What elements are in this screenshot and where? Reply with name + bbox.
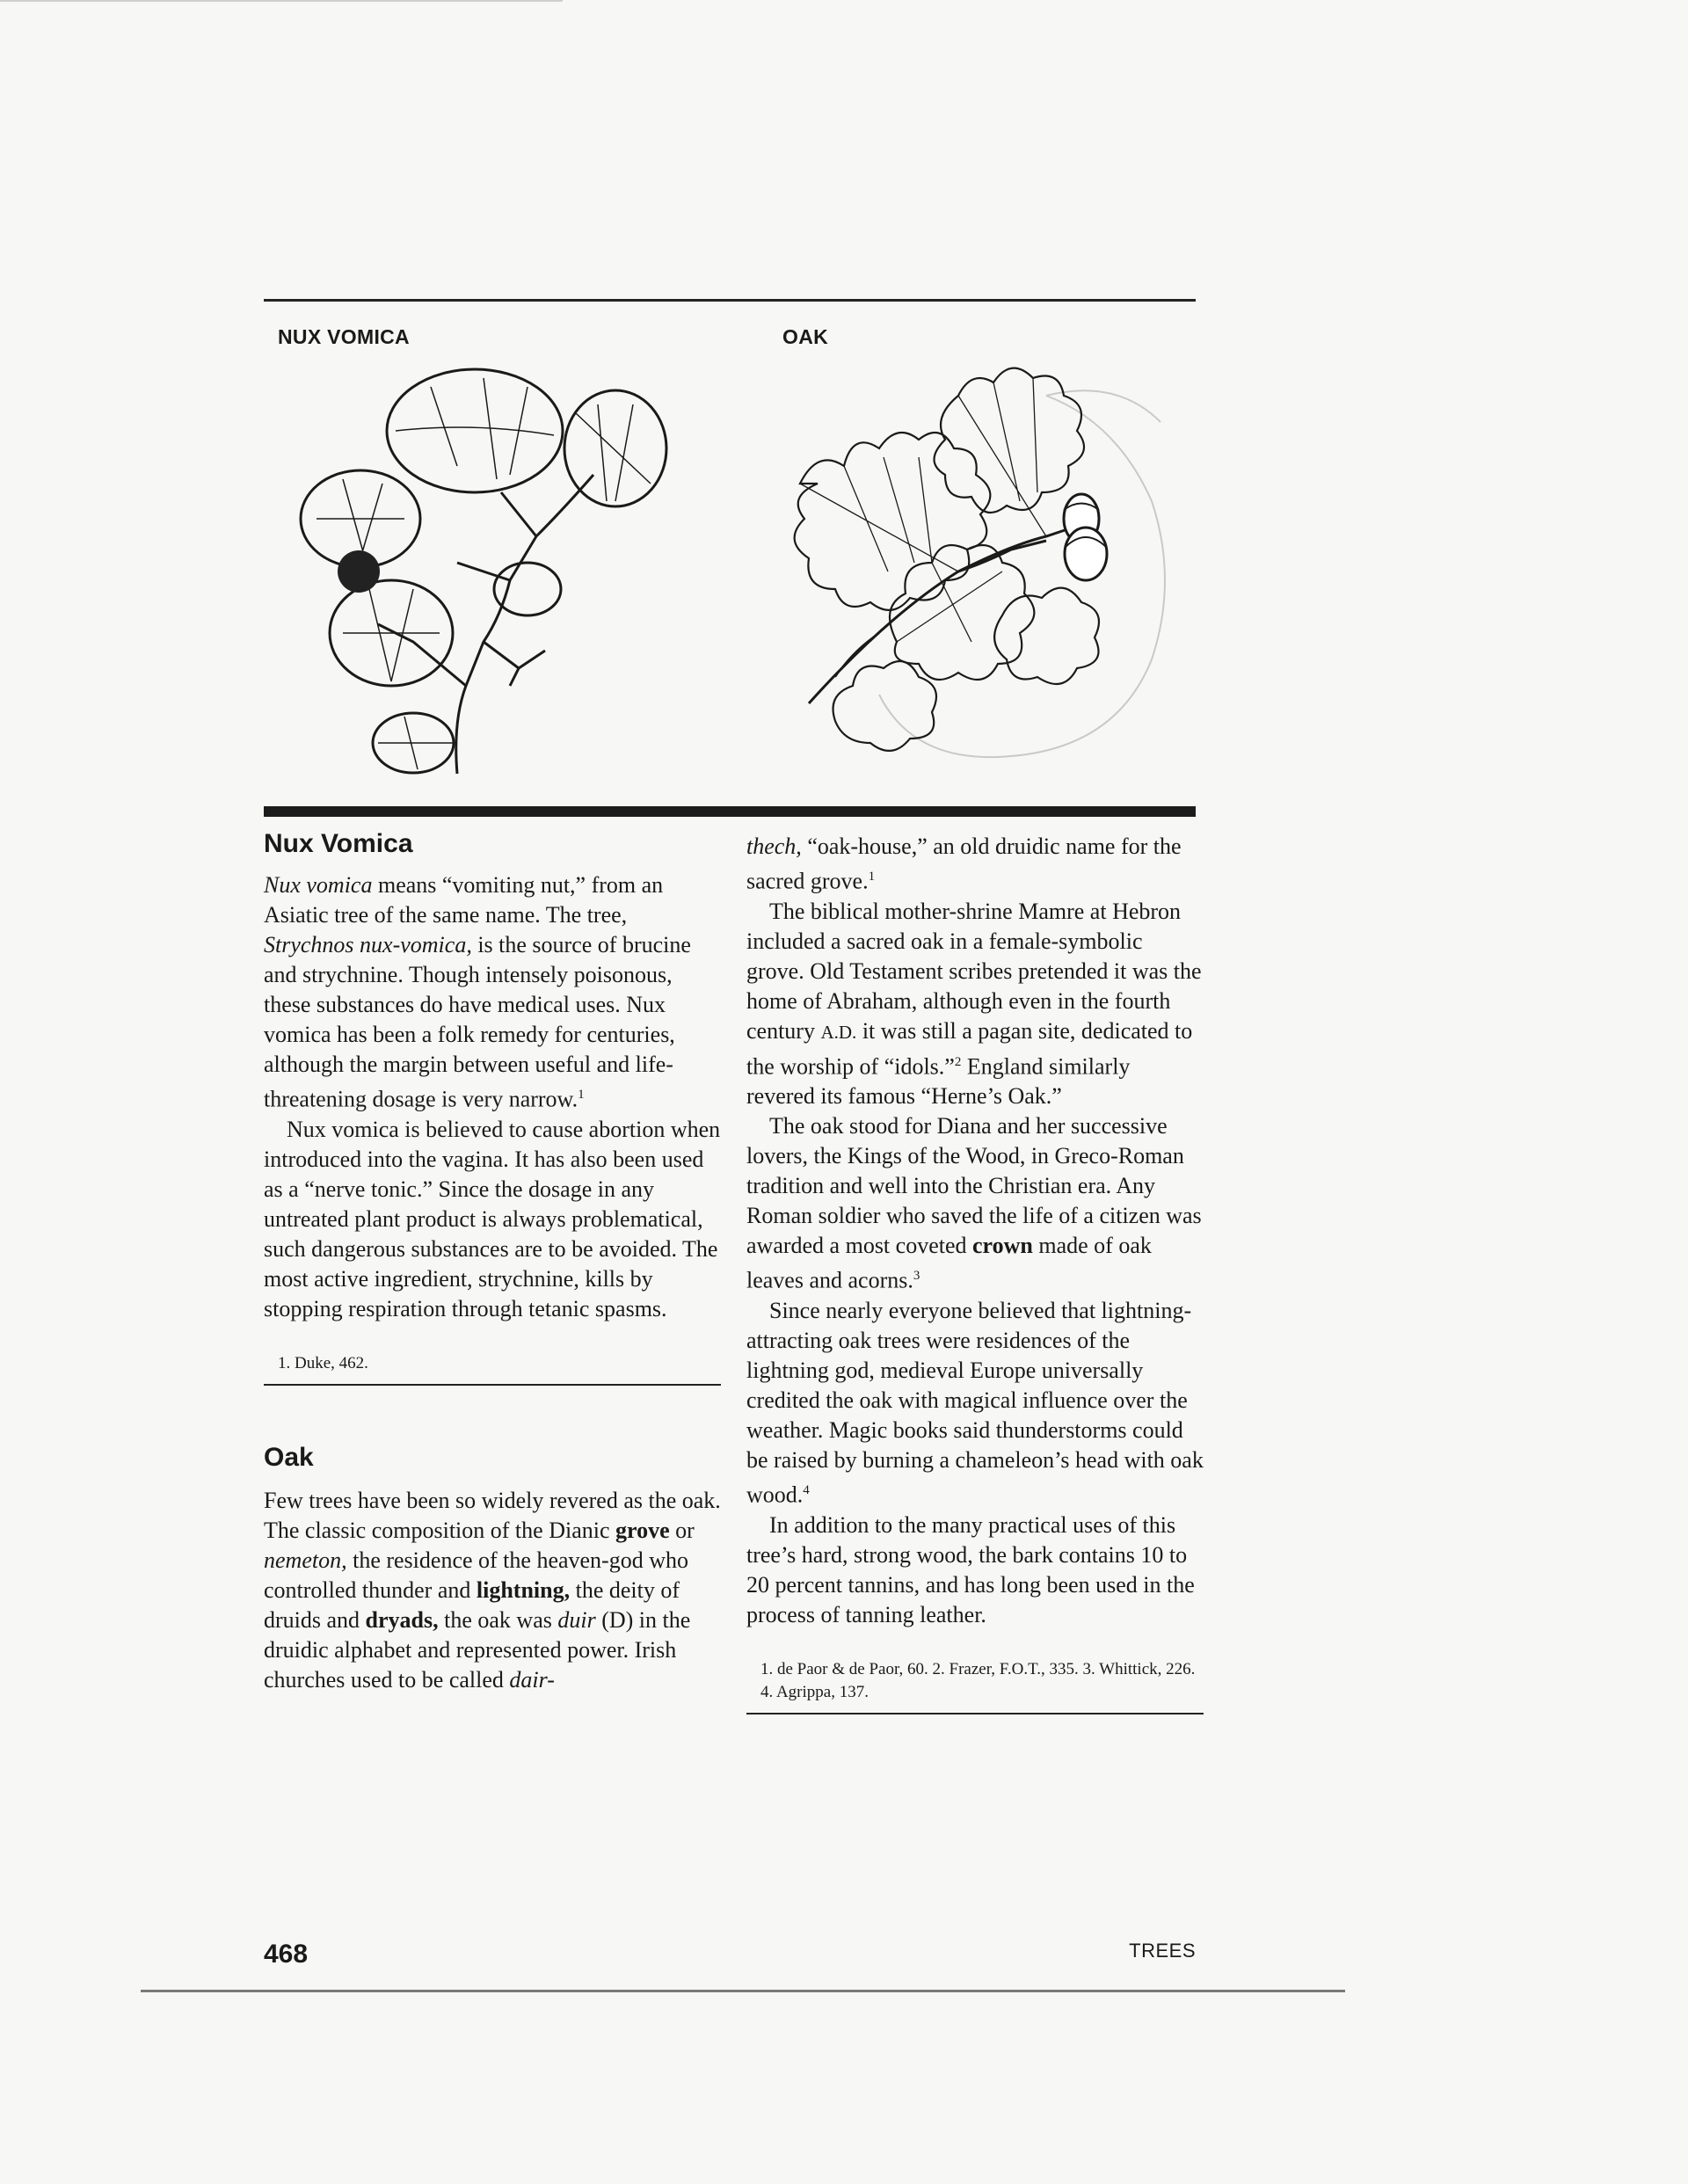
oak-paragraph-5: In addition to the many practical uses of this tree’s hard, strong wood, the bark contains 10 to 20 percent tannins, and has long been used in the process of tanning leather.: [746, 1511, 1195, 1627]
nux-vomica-heading: Nux Vomica: [264, 829, 413, 858]
scan-edge-top: [0, 0, 563, 2]
nux-vomica-paragraph-1: Nux vomica means “vomiting nut,” from an Asiatic tree of the same name. The tree, Strychnos nux-vomica, is the source of brucine and strychnine. Though intensely poisonous, these substances do have medical uses. Nux vomica has been a folk remedy for centuries, although the margin between useful and life-threatening dosage is very narrow.$^1$: [264, 872, 691, 1112]
nux-vomica-illustration: [281, 352, 668, 800]
oak-illustration: [782, 352, 1196, 791]
left-column: [264, 826, 721, 1695]
section-divider-rule: [264, 806, 1196, 817]
oak-paragraph-1: Few trees have been so widely revered as the oak. The classic composition of the Dianic grove or nemeton, the residence of the heaven-god who controlled thunder and lightning, the deity of druids and dryads, the oak was duir (D) in the druidic alphabet and represented power. Irish churches used to be called dair-: [264, 1487, 721, 1693]
nux-vomica-label: NUX VOMICA: [278, 325, 410, 348]
oak-notes: 1. de Paor & de Paor, 60. 2. Frazer, F.O.T., 335. 3. Whittick, 226. 4. Agrippa, 137.: [746, 1646, 1204, 1714]
oak-paragraph-1-continued: thech, “oak-house,” an old druidic name for the sacred grove.$^1$: [746, 834, 1182, 894]
oak-heading: Oak: [264, 1442, 314, 1472]
nux-vomica-paragraph-2: Nux vomica is believed to cause abortion when introduced into the vagina. It has also been used as a “nerve tonic.” Since the dosage in any untreated plant product is always problematical, such dangerous substances are to be avoided. The most active ingredient, strychnine, kills by stopping respiration through tetanic spasms.: [264, 1116, 721, 1321]
book-page: [264, 299, 1204, 1969]
scan-edge-bottom: [141, 1990, 1345, 1992]
running-footer-section: TREES: [1129, 1940, 1196, 1962]
oak-label: OAK: [782, 325, 829, 348]
header-rule: [264, 299, 1196, 302]
oak-paragraph-4: Since nearly everyone believed that lightning-attracting oak trees were residences of the lightning god, medieval Europe universally credited the oak with magical influence over the weather. Magic books said thunderstorms could be raised by burning a chameleon’s head with oak wood.$^4$: [746, 1297, 1204, 1508]
right-column: [746, 826, 1204, 1714]
oak-paragraph-3: The oak stood for Diana and her successive lovers, the Kings of the Wood, in Greco-Roman tradition and well into the Christian era. Any Roman soldier who saved the life of a citizen was awarded a most coveted crown made of oak leaves and acorns.$^3$: [746, 1113, 1202, 1293]
page-number: 468: [264, 1940, 309, 1969]
nux-vomica-notes: 1. Duke, 462.: [264, 1340, 721, 1386]
oak-paragraph-2: The biblical mother-shrine Mamre at Hebron included a sacred oak in a female-symbolic grove. Old Testament scribes pretended it was the home of Abraham, although even in the fourth century A.D. it was still a pagan site, dedicated to the worship of “idols.”$^2$ England similarly revered its famous “Herne’s Oak.”: [746, 898, 1202, 1110]
